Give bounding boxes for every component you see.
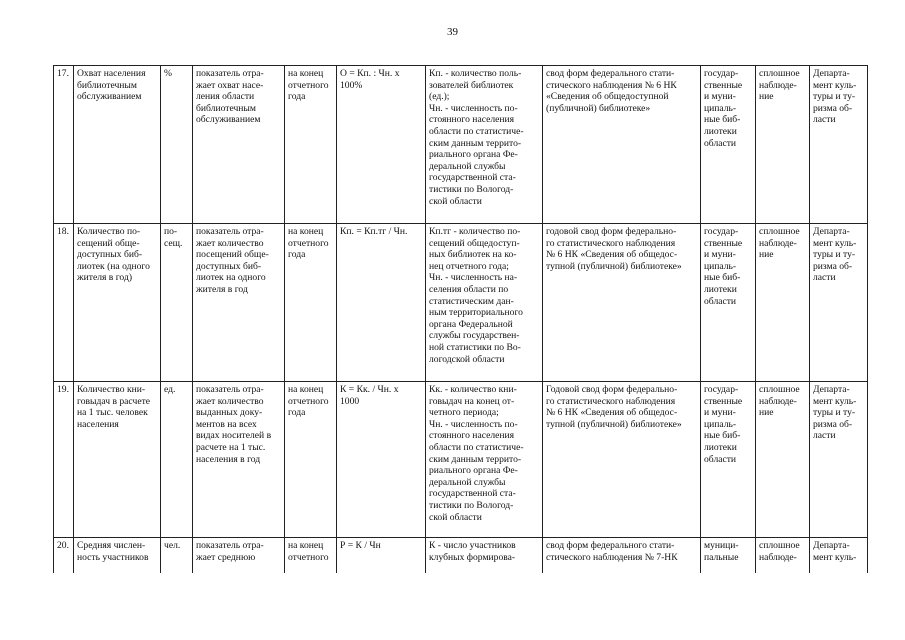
definition-cell-text: показатель отра- жает количество выданных доку- ментов на всех видах носителей в расчете на 1 тыс. населения в год <box>196 384 272 465</box>
method-cell <box>756 538 810 574</box>
table-row <box>54 382 868 538</box>
definition-cell <box>193 224 285 382</box>
source-cell <box>543 538 701 574</box>
definition-cell-text: показатель отра- жает количество посещений обще- доступных биб- лиотек на одного жителя в год <box>196 226 269 295</box>
subjects-cell <box>701 66 756 224</box>
definition-cell-text: показатель отра- жает охват насе- ления области библиотечным обслуживанием <box>196 68 264 126</box>
period-cell-text: на конец отчетного года <box>288 226 329 261</box>
row-number <box>54 66 74 224</box>
unit-cell <box>161 382 193 538</box>
formula-cell-text: К = Кк. / Чн. х 1000 <box>340 384 399 407</box>
unit-cell-text: чел. <box>164 540 181 551</box>
source-cell-text: свод форм федерального стати- стического наблюдения № 7-НК <box>546 540 678 563</box>
page-number: 39 <box>447 26 458 38</box>
subjects-cell-text: государ- ственные и муни- ципаль- ные биб- лиотеки области <box>704 226 743 307</box>
definition-cell-text: показатель отра- жает среднюю <box>196 540 264 563</box>
period-cell <box>285 66 337 224</box>
source-cell-text: годовой свод форм федерально- го статистического наблюдения № 6 НК «Сведения об общедос- тупной (публичной) библиотеке» <box>546 226 682 272</box>
indicator-name-text: Количество кни- говыдач в расчете на 1 тыс. человек населения <box>77 384 151 430</box>
indicator-name <box>74 538 161 574</box>
definition-cell <box>193 538 285 574</box>
indicator-name <box>74 66 161 224</box>
source-cell-text: свод форм федерального стати- стического наблюдения № 6 НК «Сведения об общедоступной (публичной) библиотеке» <box>546 68 677 114</box>
period-cell <box>285 538 337 574</box>
unit-cell-text: по- сещ. <box>164 226 183 249</box>
row-number-text: 19. <box>57 384 69 395</box>
method-cell <box>756 66 810 224</box>
explanation-cell-text: К - число участников клубных формирова- <box>429 540 516 563</box>
formula-cell <box>337 382 426 538</box>
indicator-name <box>74 382 161 538</box>
method-cell <box>756 224 810 382</box>
table-row <box>54 538 868 574</box>
row-number <box>54 382 74 538</box>
indicator-name-text: Количество по- сещений обще- доступных биб- лиотек (на одного жителя в год) <box>77 226 150 284</box>
method-cell-text: сплошное наблюде- ние <box>759 68 800 103</box>
explanation-cell-text: Кк. - количество кни- говыдач на конец от- четного периода; Чн. - численность по- стоянного населения области по статистиче- ским данным террито- риального органа Фе- деральной службы государственной ста- тистики по Вологод- ской области <box>429 384 524 523</box>
subjects-cell-text: государ- ственные и муни- ципаль- ные биб- лиотеки области <box>704 68 743 149</box>
subjects-cell <box>701 538 756 574</box>
definition-cell <box>193 382 285 538</box>
period-cell-text: на конец отчетного <box>288 540 329 563</box>
definition-cell <box>193 66 285 224</box>
row-number-text: 18. <box>57 226 69 237</box>
indicators-table <box>53 65 868 573</box>
subjects-cell-text: государ- ственные и муни- ципаль- ные биб- лиотеки области <box>704 384 743 465</box>
explanation-cell <box>426 224 543 382</box>
responsible-cell-text: Департа- мент куль- <box>813 540 857 563</box>
unit-cell <box>161 538 193 574</box>
indicator-name-text: Средняя числен- ность участников <box>77 540 149 563</box>
responsible-cell <box>810 66 868 224</box>
subjects-cell <box>701 224 756 382</box>
formula-cell <box>337 224 426 382</box>
unit-cell <box>161 66 193 224</box>
explanation-cell-text: Кп. - количество поль- зователей библиотек (ед.); Чн. - численность по- стоянного населения области по статистиче- ским данным террито- риального органа Фе- деральной службы государственной ста- тистики по Вологод- ской области <box>429 68 524 207</box>
method-cell-text: сплошное наблюде- <box>759 540 800 563</box>
explanation-cell <box>426 538 543 574</box>
unit-cell <box>161 224 193 382</box>
row-number-text: 17. <box>57 68 69 79</box>
row-number <box>54 538 74 574</box>
responsible-cell <box>810 382 868 538</box>
explanation-cell <box>426 66 543 224</box>
responsible-cell-text: Департа- мент куль- туры и ту- ризма об- ласти <box>813 226 857 284</box>
row-number <box>54 224 74 382</box>
indicator-name <box>74 224 161 382</box>
source-cell <box>543 382 701 538</box>
unit-cell-text: % <box>164 68 172 79</box>
period-cell-text: на конец отчетного года <box>288 68 329 103</box>
source-cell <box>543 66 701 224</box>
unit-cell-text: ед. <box>164 384 176 395</box>
subjects-cell-text: муници- пальные <box>704 540 739 563</box>
explanation-cell-text: Кп.тг - количество по- сещений общедоступ- ных библиотек на ко- нец отчетного года; Чн. - численность на- селения области по статистическим дан- ным территориального органа Федеральной службы государствен- ной статистики по Во- логодской области <box>429 226 523 365</box>
formula-cell <box>337 66 426 224</box>
row-number-text: 20. <box>57 540 69 551</box>
table-row <box>54 224 868 382</box>
subjects-cell <box>701 382 756 538</box>
method-cell <box>756 382 810 538</box>
responsible-cell <box>810 538 868 574</box>
responsible-cell-text: Департа- мент куль- туры и ту- ризма об- ласти <box>813 384 857 442</box>
period-cell <box>285 224 337 382</box>
formula-cell-text: Р = К / Чн <box>340 540 381 551</box>
formula-cell-text: Кп. = Кп.тг / Чн. <box>340 226 408 237</box>
table-row <box>54 66 868 224</box>
formula-cell <box>337 538 426 574</box>
responsible-cell-text: Департа- мент куль- туры и ту- ризма об- ласти <box>813 68 857 126</box>
source-cell-text: Годовой свод форм федерально- го статистического наблюдения № 6 НК «Сведения об общедос- тупной (публичной) библиотеке» <box>546 384 682 430</box>
source-cell <box>543 224 701 382</box>
method-cell-text: сплошное наблюде- ние <box>759 226 800 261</box>
indicator-name-text: Охват населения библиотечным обслуживанием <box>77 68 146 103</box>
period-cell-text: на конец отчетного года <box>288 384 329 419</box>
explanation-cell <box>426 382 543 538</box>
responsible-cell <box>810 224 868 382</box>
period-cell <box>285 382 337 538</box>
formula-cell-text: О = Кп. : Чн. х 100% <box>340 68 400 91</box>
method-cell-text: сплошное наблюде- ние <box>759 384 800 419</box>
